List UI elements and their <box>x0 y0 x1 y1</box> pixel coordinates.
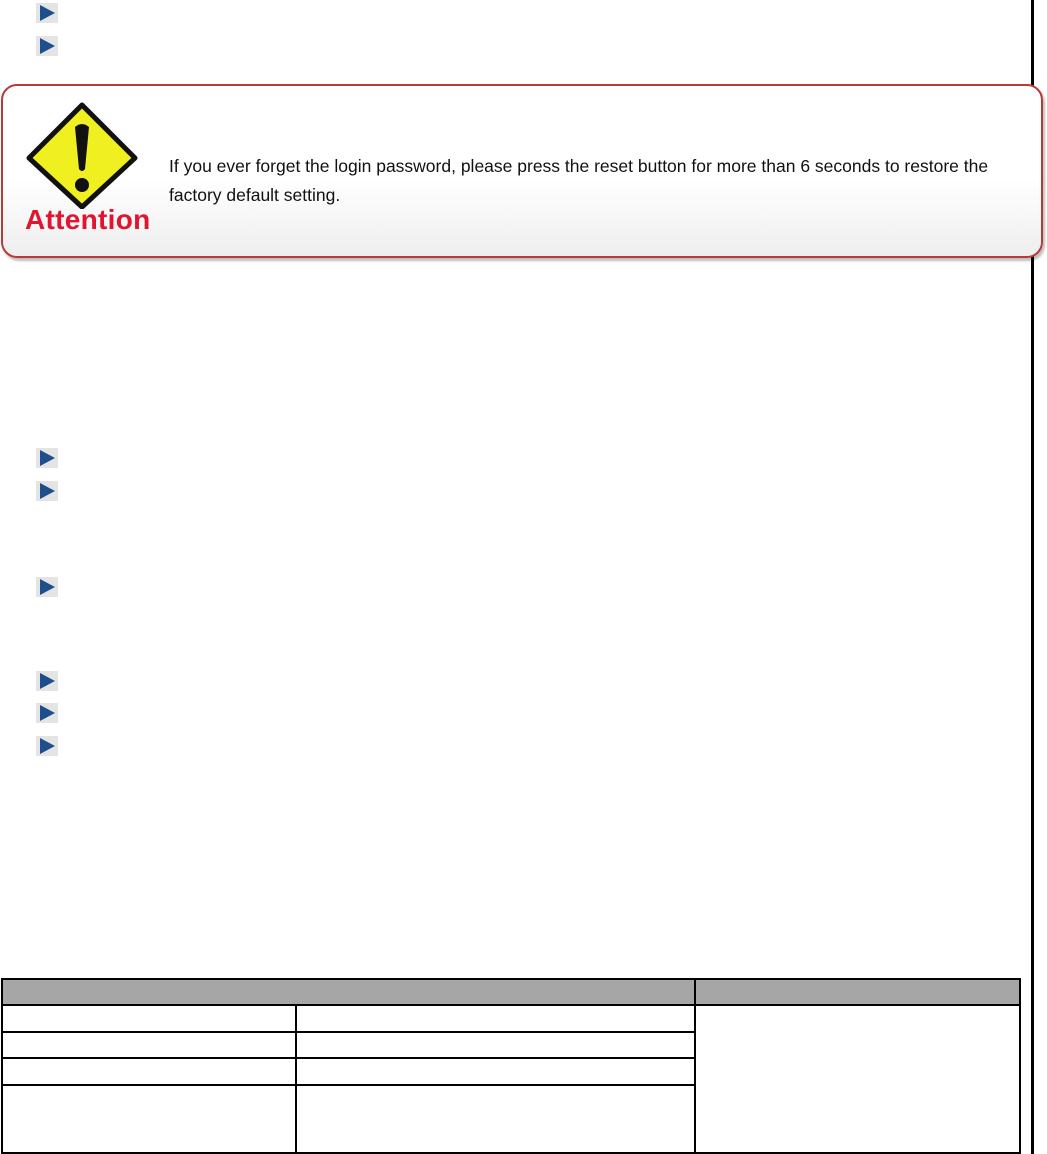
attention-box <box>1 84 1043 258</box>
attention-label: Attention <box>25 204 151 235</box>
triangle-right-icon <box>36 3 58 23</box>
table-cell <box>2 1005 296 1032</box>
triangle-right-icon <box>36 481 58 501</box>
table-header-cell <box>2 979 695 1005</box>
table-header-row <box>2 979 1020 1005</box>
table-cell <box>296 1085 694 1153</box>
table-cell <box>296 1032 694 1058</box>
triangle-right-icon <box>36 36 58 56</box>
table-cell <box>296 1058 694 1085</box>
table-merged-cell <box>695 1005 1020 1153</box>
triangle-right-icon <box>36 703 58 723</box>
attention-message: If you ever forget the login password, please press the reset button for more than 6 seconds to restore the factory default setting. <box>169 156 989 205</box>
data-table <box>1 978 1021 1154</box>
triangle-right-icon <box>36 448 58 468</box>
table-cell <box>2 1058 296 1085</box>
table-row <box>2 1005 1020 1032</box>
table-cell <box>2 1032 296 1058</box>
triangle-right-icon <box>36 577 58 597</box>
table-header-cell <box>695 979 1020 1005</box>
triangle-right-icon <box>36 736 58 756</box>
warning-icon <box>23 101 141 209</box>
table-cell <box>296 1005 694 1032</box>
triangle-right-icon <box>36 671 58 691</box>
table-cell <box>2 1085 296 1153</box>
